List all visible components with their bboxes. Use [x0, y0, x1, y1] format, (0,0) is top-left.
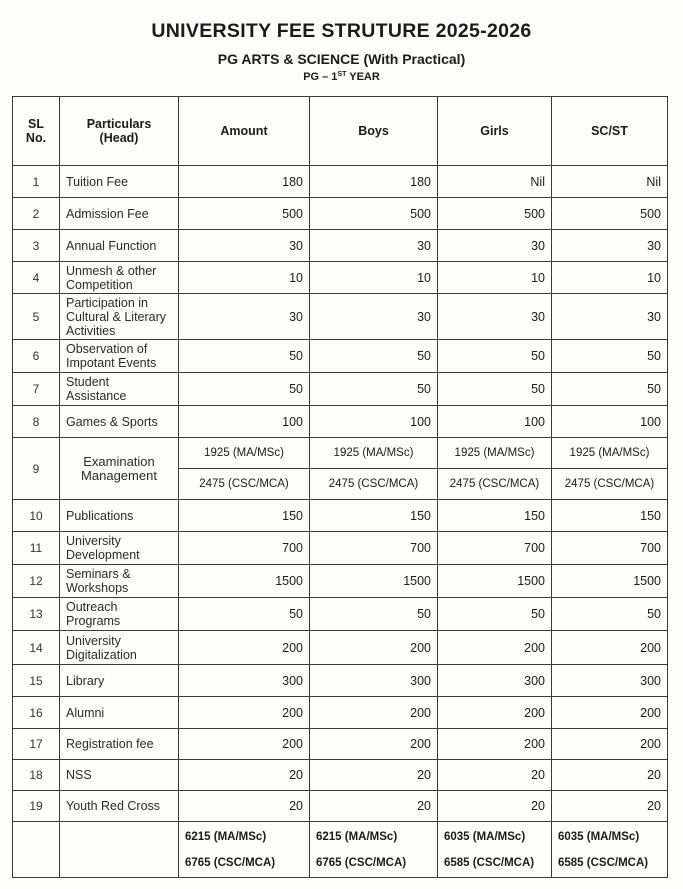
cell-amount: 300 — [179, 665, 310, 697]
cell-boys: 100 — [310, 406, 438, 438]
total-girls-line1: 6035 (MA/MSc) — [444, 830, 526, 843]
cell-amount: 50 — [179, 373, 310, 406]
cell-particulars: Participation in Cultural & Literary Activities — [60, 294, 179, 340]
cell-sl: 10 — [13, 500, 60, 532]
page-subtitle: PG ARTS & SCIENCE (With Practical) — [217, 51, 466, 67]
cell-particulars: University Development — [60, 532, 179, 565]
cell-boys: 180 — [310, 166, 438, 198]
cell-particulars: Tuition Fee — [60, 166, 179, 198]
cell-girls: 50 — [438, 340, 552, 373]
cell-boys-line2: 2475 (CSC/MCA) — [310, 469, 438, 500]
cell-scst: 20 — [552, 791, 668, 822]
total-amount-line1: 6215 (MA/MSc) — [185, 830, 267, 843]
cell-particulars: Alumni — [60, 697, 179, 729]
col-header-sl: SL No. — [13, 97, 60, 166]
cell-amount: 30 — [179, 230, 310, 262]
table-row — [13, 631, 668, 665]
cell-particulars: Registration fee — [60, 729, 179, 760]
cell-girls: Nil — [438, 166, 552, 198]
cell-particulars: NSS — [60, 760, 179, 791]
cell-scst: 50 — [552, 598, 668, 631]
cell-girls: 200 — [438, 729, 552, 760]
cell-boys: 200 — [310, 697, 438, 729]
total-boys-line1: 6215 (MA/MSc) — [316, 830, 398, 843]
cell-girls: 30 — [438, 294, 552, 340]
cell-particulars: Student Assistance — [60, 373, 179, 406]
cell-amount: 200 — [179, 631, 310, 665]
cell-scst: 30 — [552, 230, 668, 262]
cell-scst: 10 — [552, 262, 668, 294]
cell-boys: 10 — [310, 262, 438, 294]
cell-scst-line1: 1925 (MA/MSc) — [552, 438, 668, 469]
cell-boys: 50 — [310, 598, 438, 631]
cell-boys: 150 — [310, 500, 438, 532]
cell-amount: 180 — [179, 166, 310, 198]
table-row — [13, 294, 668, 340]
cell-scst: Nil — [552, 166, 668, 198]
cell-scst: 20 — [552, 760, 668, 791]
table-row — [13, 230, 668, 262]
year-label — [0, 71, 683, 83]
cell-particulars: Annual Function — [60, 230, 179, 262]
page-title: UNIVERSITY FEE STRUTURE 2025-2026 — [151, 20, 532, 42]
cell-boys-line1: 1925 (MA/MSc) — [310, 438, 438, 469]
cell-amount: 50 — [179, 340, 310, 373]
cell-particulars: Examination Management — [60, 438, 179, 500]
table-row-exam — [13, 438, 668, 469]
cell-sl: 12 — [13, 565, 60, 598]
cell-amount: 150 — [179, 500, 310, 532]
cell-scst: 50 — [552, 340, 668, 373]
cell-sl: 16 — [13, 697, 60, 729]
cell-boys: 30 — [310, 230, 438, 262]
cell-girls: 20 — [438, 791, 552, 822]
cell-girls: 700 — [438, 532, 552, 565]
cell-particulars: Observation of Impotant Events — [60, 340, 179, 373]
cell-sl: 13 — [13, 598, 60, 631]
cell-sl: 15 — [13, 665, 60, 697]
cell-boys: 1500 — [310, 565, 438, 598]
table-row — [13, 791, 668, 822]
cell-amount: 500 — [179, 198, 310, 230]
cell-girls: 10 — [438, 262, 552, 294]
cell-amount: 50 — [179, 598, 310, 631]
cell-scst: 30 — [552, 294, 668, 340]
table-row — [13, 729, 668, 760]
table-row — [13, 340, 668, 373]
table-row — [13, 500, 668, 532]
cell-sl: 9 — [13, 438, 60, 500]
cell-sl: 8 — [13, 406, 60, 438]
cell-girls: 1500 — [438, 565, 552, 598]
year-label-pre: PG – 1 — [303, 71, 338, 83]
table-row — [13, 262, 668, 294]
cell-girls: 20 — [438, 760, 552, 791]
cell-girls: 200 — [438, 697, 552, 729]
table-row — [13, 198, 668, 230]
cell-total-sl — [13, 822, 60, 878]
cell-amount-line1: 1925 (MA/MSc) — [179, 438, 310, 469]
table-row — [13, 166, 668, 198]
cell-boys: 500 — [310, 198, 438, 230]
cell-particulars: Outreach Programs — [60, 598, 179, 631]
cell-amount: 700 — [179, 532, 310, 565]
cell-sl: 11 — [13, 532, 60, 565]
cell-scst: 700 — [552, 532, 668, 565]
col-header-amount: Amount — [179, 97, 310, 166]
cell-girls-line2: 2475 (CSC/MCA) — [438, 469, 552, 500]
cell-girls: 50 — [438, 373, 552, 406]
cell-girls: 500 — [438, 198, 552, 230]
cell-boys: 300 — [310, 665, 438, 697]
cell-boys: 30 — [310, 294, 438, 340]
cell-sl: 18 — [13, 760, 60, 791]
table-header-row — [13, 97, 668, 166]
table-row — [13, 373, 668, 406]
cell-scst: 1500 — [552, 565, 668, 598]
table-row — [13, 565, 668, 598]
table-row — [13, 760, 668, 791]
cell-amount-line2: 2475 (CSC/MCA) — [179, 469, 310, 500]
cell-girls-line1: 1925 (MA/MSc) — [438, 438, 552, 469]
col-header-girls: Girls — [438, 97, 552, 166]
cell-boys: 50 — [310, 340, 438, 373]
table-row — [13, 532, 668, 565]
cell-boys: 20 — [310, 791, 438, 822]
cell-particulars: Admission Fee — [60, 198, 179, 230]
cell-sl: 14 — [13, 631, 60, 665]
cell-sl: 17 — [13, 729, 60, 760]
table-row-total — [13, 822, 668, 878]
cell-sl: 1 — [13, 166, 60, 198]
cell-boys: 700 — [310, 532, 438, 565]
fee-table — [12, 96, 668, 878]
cell-sl: 7 — [13, 373, 60, 406]
cell-scst: 200 — [552, 729, 668, 760]
cell-girls: 200 — [438, 631, 552, 665]
table-row — [13, 665, 668, 697]
cell-amount: 1500 — [179, 565, 310, 598]
cell-amount: 100 — [179, 406, 310, 438]
cell-total-particulars — [60, 822, 179, 878]
cell-sl: 5 — [13, 294, 60, 340]
cell-scst: 200 — [552, 697, 668, 729]
cell-girls: 300 — [438, 665, 552, 697]
cell-particulars: University Digitalization — [60, 631, 179, 665]
cell-boys: 200 — [310, 729, 438, 760]
cell-total-scst — [552, 822, 668, 878]
year-label-sup: ST — [337, 71, 347, 78]
total-scst-line2: 6585 (CSC/MCA) — [558, 856, 649, 869]
cell-total-boys — [310, 822, 438, 878]
cell-sl: 2 — [13, 198, 60, 230]
col-header-particulars: Particulars (Head) — [60, 97, 179, 166]
cell-scst: 50 — [552, 373, 668, 406]
cell-total-amount — [179, 822, 310, 878]
cell-amount: 20 — [179, 791, 310, 822]
total-boys-line2: 6765 (CSC/MCA) — [316, 856, 407, 869]
cell-particulars: Seminars & Workshops — [60, 565, 179, 598]
cell-sl: 19 — [13, 791, 60, 822]
cell-amount: 30 — [179, 294, 310, 340]
table-row — [13, 697, 668, 729]
cell-sl: 6 — [13, 340, 60, 373]
cell-girls: 30 — [438, 230, 552, 262]
table-row — [13, 406, 668, 438]
cell-amount: 10 — [179, 262, 310, 294]
cell-scst: 300 — [552, 665, 668, 697]
cell-scst: 500 — [552, 198, 668, 230]
table-row — [13, 598, 668, 631]
col-header-boys: Boys — [310, 97, 438, 166]
cell-scst: 150 — [552, 500, 668, 532]
total-amount-line2: 6765 (CSC/MCA) — [185, 856, 276, 869]
cell-girls: 100 — [438, 406, 552, 438]
cell-amount: 200 — [179, 729, 310, 760]
year-label-post: YEAR — [346, 71, 380, 83]
total-girls-line2: 6585 (CSC/MCA) — [444, 856, 535, 869]
cell-scst-line2: 2475 (CSC/MCA) — [552, 469, 668, 500]
cell-sl: 4 — [13, 262, 60, 294]
cell-girls: 50 — [438, 598, 552, 631]
cell-scst: 100 — [552, 406, 668, 438]
cell-particulars: Youth Red Cross — [60, 791, 179, 822]
cell-scst: 200 — [552, 631, 668, 665]
cell-particulars: Library — [60, 665, 179, 697]
cell-particulars: Games & Sports — [60, 406, 179, 438]
cell-particulars: Unmesh & other Competition — [60, 262, 179, 294]
cell-particulars: Publications — [60, 500, 179, 532]
total-scst-line1: 6035 (MA/MSc) — [558, 830, 640, 843]
cell-sl: 3 — [13, 230, 60, 262]
cell-total-girls — [438, 822, 552, 878]
cell-boys: 200 — [310, 631, 438, 665]
cell-boys: 50 — [310, 373, 438, 406]
col-header-scst: SC/ST — [552, 97, 668, 166]
cell-girls: 150 — [438, 500, 552, 532]
cell-boys: 20 — [310, 760, 438, 791]
cell-amount: 200 — [179, 697, 310, 729]
cell-amount: 20 — [179, 760, 310, 791]
